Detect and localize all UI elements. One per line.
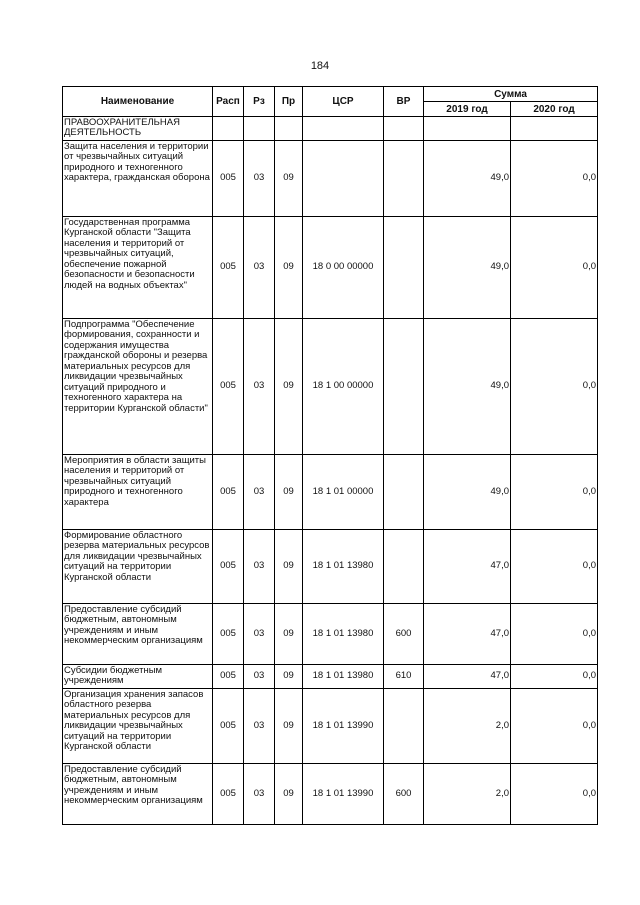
- budget-table: [62, 86, 598, 825]
- header-rz: Рз: [244, 87, 275, 117]
- table-cell-csr: [303, 117, 384, 141]
- table-cell-pr: 09: [275, 665, 303, 689]
- table-cell-name: Государственная программа Курганской области "Защита населения и территорий от чрезвычайных ситуаций, обеспечение пожарной безопасности и безопасности людей на водных объектах": [63, 217, 213, 319]
- table-cell-rz: 03: [244, 217, 275, 319]
- table-row: [63, 319, 598, 455]
- table-cell-rasp: [213, 117, 244, 141]
- table-cell-2019: 2,0: [424, 764, 511, 825]
- table-cell-vr: 600: [384, 764, 424, 825]
- table-cell-vr: [384, 217, 424, 319]
- table-cell-csr: 18 1 01 13990: [303, 689, 384, 764]
- table-row: [63, 141, 598, 217]
- table-cell-rz: 03: [244, 665, 275, 689]
- table-cell-rz: [244, 117, 275, 141]
- table-cell-2020: 0,0: [511, 530, 598, 604]
- table-cell-2019: 49,0: [424, 217, 511, 319]
- table-cell-csr: 18 1 01 13980: [303, 604, 384, 665]
- header-vr: ВР: [384, 87, 424, 117]
- table-cell-name: Мероприятия в области защиты населения и территорий от чрезвычайных ситуаций природного и техногенного характера: [63, 455, 213, 530]
- table-cell-csr: 18 0 00 00000: [303, 217, 384, 319]
- table-cell-rasp: 005: [213, 217, 244, 319]
- table-cell-pr: 09: [275, 689, 303, 764]
- header-pr: Пр: [275, 87, 303, 117]
- table-cell-vr: [384, 689, 424, 764]
- header-sum: Сумма: [424, 87, 598, 102]
- table-cell-2019: 49,0: [424, 455, 511, 530]
- header-name: Наименование: [63, 87, 213, 117]
- table-cell-name: Субсидии бюджетным учреждениям: [63, 665, 213, 689]
- header-rasp: Расп: [213, 87, 244, 117]
- table-cell-vr: 600: [384, 604, 424, 665]
- table-cell-csr: 18 1 01 00000: [303, 455, 384, 530]
- table-cell-name: Защита населения и территории от чрезвычайных ситуаций природного и техногенного характера, гражданская оборона: [63, 141, 213, 217]
- table-cell-rz: 03: [244, 604, 275, 665]
- table-cell-vr: 610: [384, 665, 424, 689]
- table-cell-name: Предоставление субсидий бюджетным, автономным учреждениям и иным некоммерческим организациям: [63, 604, 213, 665]
- table-cell-csr: 18 1 01 13990: [303, 764, 384, 825]
- table-cell-pr: 09: [275, 604, 303, 665]
- table-cell-2020: 0,0: [511, 141, 598, 217]
- table-cell-2020: 0,0: [511, 689, 598, 764]
- table-cell-csr: [303, 141, 384, 217]
- table-cell-rz: 03: [244, 455, 275, 530]
- table-cell-2019: 2,0: [424, 689, 511, 764]
- table-cell-2020: 0,0: [511, 455, 598, 530]
- table-cell-rasp: 005: [213, 689, 244, 764]
- table-cell-2019: 47,0: [424, 665, 511, 689]
- table-cell-pr: 09: [275, 217, 303, 319]
- table-cell-name: Организация хранения запасов областного резерва материальных ресурсов для ликвидации чрезвычайных ситуаций на территории Курганской области: [63, 689, 213, 764]
- table-cell-rasp: 005: [213, 604, 244, 665]
- table-cell-pr: 09: [275, 319, 303, 455]
- table-row: [63, 689, 598, 764]
- table-cell-name: ПРАВООХРАНИТЕЛЬНАЯ ДЕЯТЕЛЬНОСТЬ: [63, 117, 213, 141]
- table-row: [63, 117, 598, 141]
- table-cell-rz: 03: [244, 764, 275, 825]
- table-cell-rz: 03: [244, 530, 275, 604]
- table-cell-pr: 09: [275, 455, 303, 530]
- table-cell-2019: 49,0: [424, 319, 511, 455]
- table-cell-name: Формирование областного резерва материальных ресурсов для ликвидации чрезвычайных ситуаций на территории Курганской области: [63, 530, 213, 604]
- page-number: 184: [310, 60, 330, 72]
- table-cell-rasp: 005: [213, 319, 244, 455]
- table-cell-rasp: 005: [213, 530, 244, 604]
- table-row: [63, 455, 598, 530]
- table-cell-rz: 03: [244, 689, 275, 764]
- header-csr: ЦСР: [303, 87, 384, 117]
- table-cell-rasp: 005: [213, 665, 244, 689]
- table-cell-vr: [384, 319, 424, 455]
- table-cell-rasp: 005: [213, 455, 244, 530]
- table-cell-vr: [384, 455, 424, 530]
- table-cell-2020: [511, 117, 598, 141]
- table-cell-vr: [384, 141, 424, 217]
- table-cell-2019: [424, 117, 511, 141]
- table-row: [63, 665, 598, 689]
- header-2019: 2019 год: [424, 102, 511, 117]
- table-cell-name: Подпрограмма "Обеспечение формирования, сохранности и содержания имущества гражданской обороны и резерва материальных ресурсов для ликвидации чрезвычайных ситуаций природного и техногенного характера на территории Курганской области": [63, 319, 213, 455]
- table-cell-rz: 03: [244, 319, 275, 455]
- table-cell-2020: 0,0: [511, 764, 598, 825]
- header-2020: 2020 год: [511, 102, 598, 117]
- table-cell-vr: [384, 530, 424, 604]
- table-cell-2019: 47,0: [424, 604, 511, 665]
- table-cell-pr: 09: [275, 764, 303, 825]
- table-cell-csr: 18 1 01 13980: [303, 665, 384, 689]
- table-row: [63, 604, 598, 665]
- table-cell-pr: [275, 117, 303, 141]
- table-row: [63, 530, 598, 604]
- table-cell-rz: 03: [244, 141, 275, 217]
- table-cell-vr: [384, 117, 424, 141]
- table-cell-pr: 09: [275, 530, 303, 604]
- table-cell-2020: 0,0: [511, 319, 598, 455]
- table-cell-csr: 18 1 00 00000: [303, 319, 384, 455]
- table-cell-rasp: 005: [213, 141, 244, 217]
- table-cell-2019: 47,0: [424, 530, 511, 604]
- table-cell-2020: 0,0: [511, 665, 598, 689]
- table-cell-2019: 49,0: [424, 141, 511, 217]
- table-row: [63, 764, 598, 825]
- table-cell-rasp: 005: [213, 764, 244, 825]
- table-cell-name: Предоставление субсидий бюджетным, автономным учреждениям и иным некоммерческим организациям: [63, 764, 213, 825]
- table-cell-pr: 09: [275, 141, 303, 217]
- table-cell-2020: 0,0: [511, 604, 598, 665]
- table-cell-2020: 0,0: [511, 217, 598, 319]
- table-row: [63, 217, 598, 319]
- table-cell-csr: 18 1 01 13980: [303, 530, 384, 604]
